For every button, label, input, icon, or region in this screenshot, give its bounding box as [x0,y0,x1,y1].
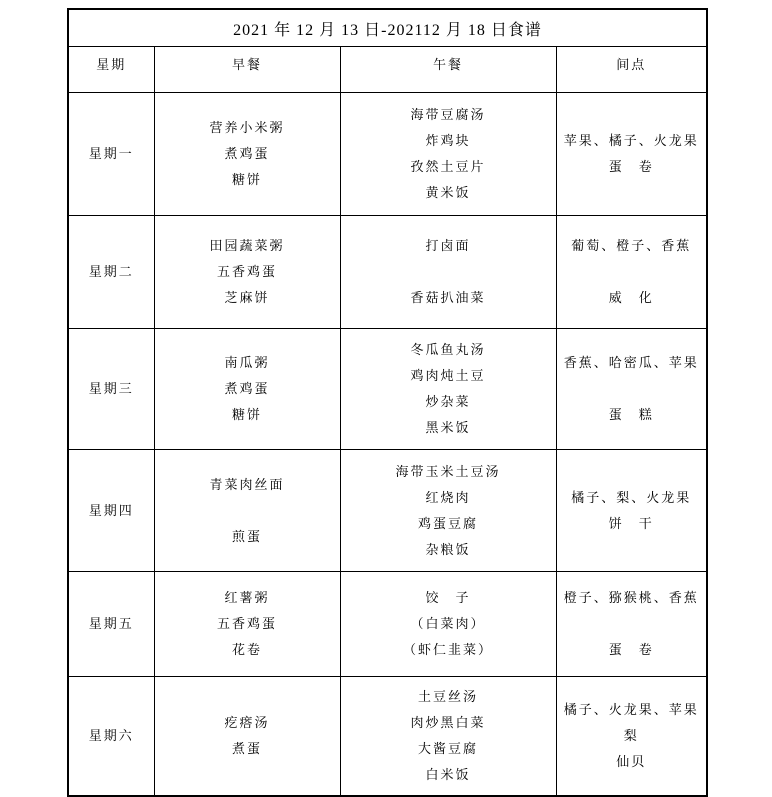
header-row [68,47,707,93]
title-row [68,9,707,47]
breakfast-cell: 疙瘩汤 煮蛋 [154,677,340,796]
lunch-cell: 饺 子 （白菜肉） （虾仁韭菜） [340,572,556,677]
table-row-wednesday [68,329,707,450]
breakfast-cell: 青菜肉丝面 煎蛋 [154,450,340,572]
snack-cell: 葡萄、橙子、香蕉 威 化 [556,216,707,329]
col-header-breakfast: 早餐 [154,47,340,93]
lunch-cell: 打卤面 香菇扒油菜 [340,216,556,329]
lunch-cell: 冬瓜鱼丸汤 鸡肉炖土豆 炒杂菜 黑米饭 [340,329,556,450]
col-header-lunch: 午餐 [340,47,556,93]
table-row-monday [68,93,707,216]
table-row-thursday [68,450,707,572]
table-row-tuesday [68,216,707,329]
snack-cell: 苹果、橘子、火龙果 蛋 卷 [556,93,707,216]
day-cell: 星期五 [68,572,154,677]
col-header-weekday: 星期 [68,47,154,93]
snack-cell: 香蕉、哈密瓜、苹果 蛋 糕 [556,329,707,450]
lunch-cell: 海带玉米土豆汤 红烧肉 鸡蛋豆腐 杂粮饭 [340,450,556,572]
day-cell: 星期六 [68,677,154,796]
breakfast-cell: 南瓜粥 煮鸡蛋 糖饼 [154,329,340,450]
day-cell: 星期三 [68,329,154,450]
snack-cell: 橘子、梨、火龙果 饼 干 [556,450,707,572]
snack-cell: 橘子、火龙果、苹果 梨 仙贝 [556,677,707,796]
table-row-friday [68,572,707,677]
breakfast-cell: 田园蔬菜粥 五香鸡蛋 芝麻饼 [154,216,340,329]
lunch-cell: 海带豆腐汤 炸鸡块 孜然土豆片 黄米饭 [340,93,556,216]
day-cell: 星期四 [68,450,154,572]
day-cell: 星期一 [68,93,154,216]
lunch-cell: 土豆丝汤 肉炒黑白菜 大酱豆腐 白米饭 [340,677,556,796]
snack-cell: 橙子、猕猴桃、香蕉 蛋 卷 [556,572,707,677]
table-row-saturday [68,677,707,796]
col-header-snack: 间点 [556,47,707,93]
breakfast-cell: 红薯粥 五香鸡蛋 花卷 [154,572,340,677]
breakfast-cell: 营养小米粥 煮鸡蛋 糖饼 [154,93,340,216]
day-cell: 星期二 [68,216,154,329]
table-title: 2021 年 12 月 13 日-202112 月 18 日食谱 [68,9,707,47]
weekly-menu-table [67,8,708,797]
